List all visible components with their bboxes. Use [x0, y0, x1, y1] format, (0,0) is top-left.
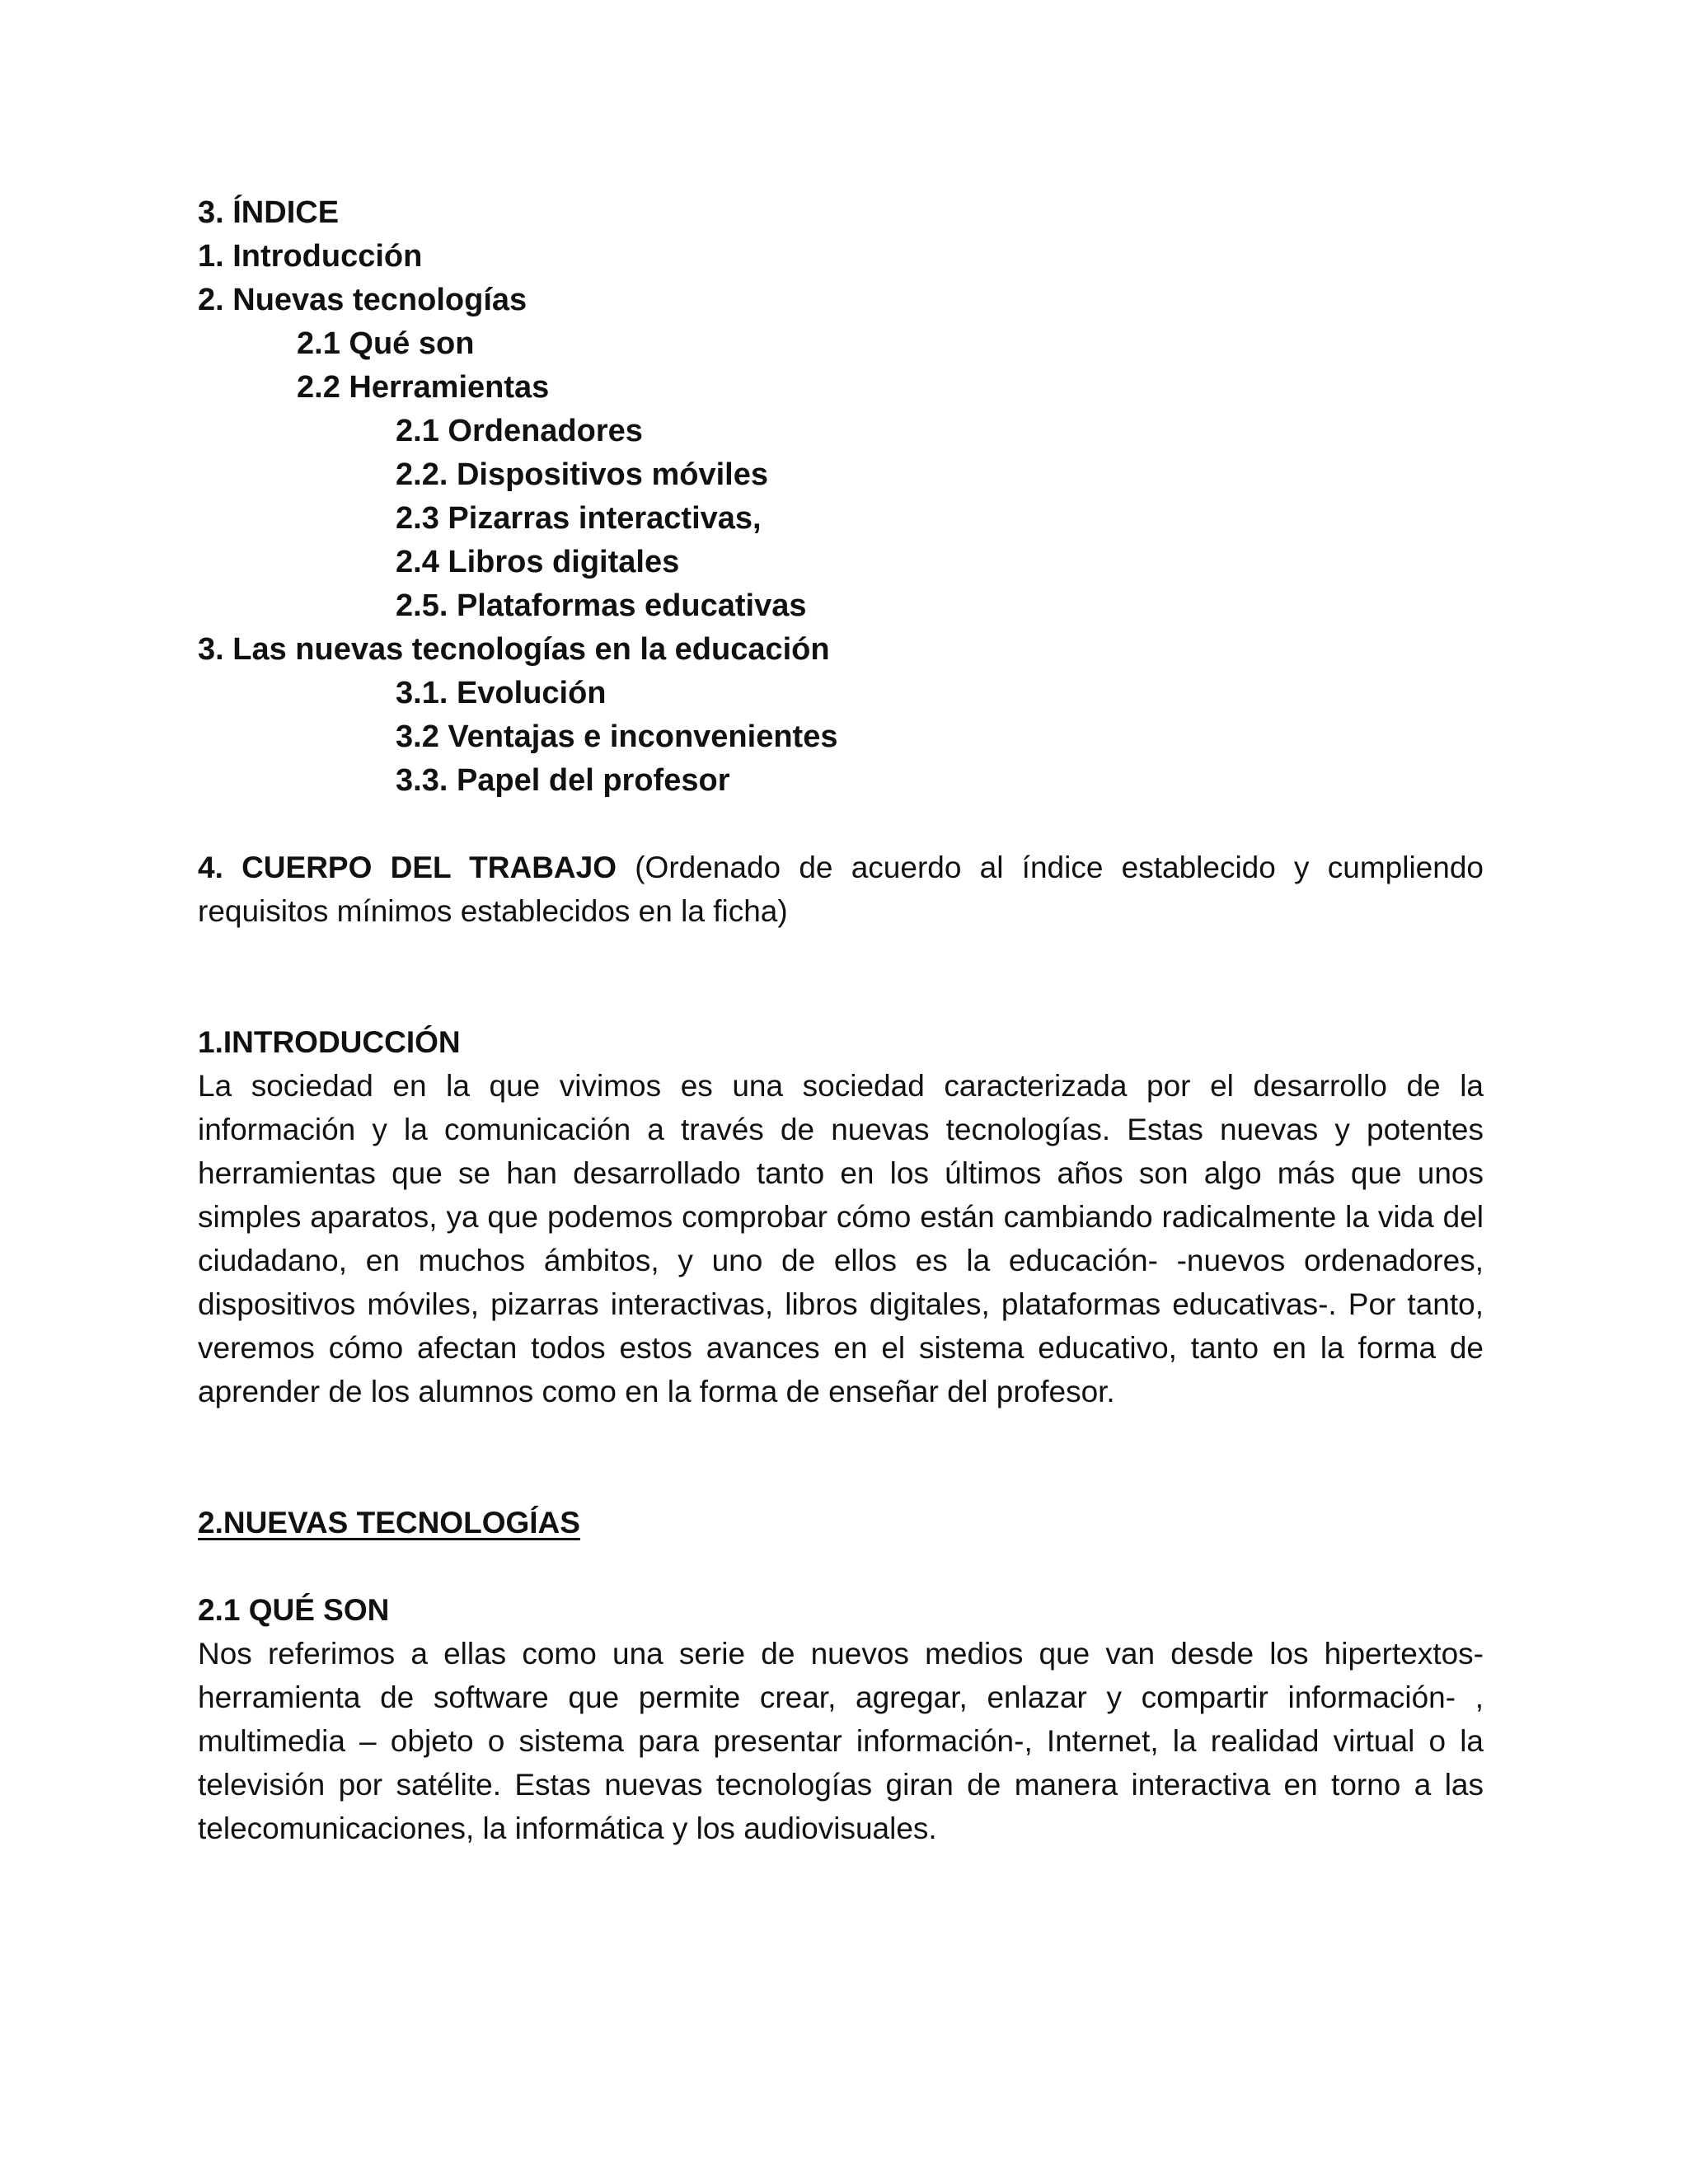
cuerpo-paragraph: [198, 846, 1484, 933]
toc-item: 3. Las nuevas tecnologías en la educación: [198, 632, 830, 667]
que-son-subheading: 2.1 QUÉ SON: [198, 1593, 390, 1627]
toc-title: 3. ÍNDICE: [198, 195, 340, 230]
toc-item: 2.1 Ordenadores: [396, 414, 643, 448]
cuerpo-note: (Ordenado de acuerdo al índice establecido y cumpliendo requisitos mínimos establecidos en la ficha): [198, 851, 1484, 928]
document-page: [198, 191, 1484, 1850]
nuevas-tecnologias-heading: 2.NUEVAS TECNOLOGÍAS: [198, 1506, 580, 1540]
toc-item: 2.3 Pizarras interactivas,: [396, 501, 762, 536]
cuerpo-heading: 4. CUERPO DEL TRABAJO: [198, 851, 617, 884]
toc-item: 1. Introducción: [198, 239, 423, 274]
que-son-paragraph: Nos referimos a ellas como una serie de nuevos medios que van desde los hipertextos- herramienta de software que permite crear, agregar, enlazar y compartir información- , multimedia – objeto o sistema para presentar información-, Internet, la realidad virtual o la televisión por satélite. Estas nuevas tecnologías giran de manera interactiva en torno a las telecomunicaciones, la informática y los audiovisuales.: [198, 1637, 1484, 1845]
toc-item: 2. Nuevas tecnologías: [198, 283, 528, 317]
toc-item: 2.4 Libros digitales: [396, 545, 680, 579]
introduccion-heading: 1.INTRODUCCIÓN: [198, 1025, 461, 1059]
toc-item: 2.5. Plataformas educativas: [396, 588, 807, 623]
table-of-contents: [198, 191, 1484, 803]
toc-item: 3.1. Evolución: [396, 676, 607, 710]
toc-item: 3.3. Papel del profesor: [396, 763, 730, 798]
toc-item: 3.2 Ventajas e inconvenientes: [396, 719, 838, 754]
introduccion-paragraph: La sociedad en la que vivimos es una sociedad caracterizada por el desarrollo de la información y la comunicación a través de nuevas tecnologías. Estas nuevas y potentes herramientas que se han desarrollado tanto en los últimos años son algo más que unos simples aparatos, ya que podemos comprobar cómo están cambiando radicalmente la vida del ciudadano, en muchos ámbitos, y uno de ellos es la educación- -nuevos ordenadores, dispositivos móviles, pizarras interactivas, libros digitales, plataformas educativas-. Por tanto, veremos cómo afectan todos estos avances en el sistema educativo, tanto en la forma de aprender de los alumnos como en la forma de enseñar del profesor.: [198, 1069, 1484, 1408]
toc-item: 2.1 Qué son: [297, 326, 475, 361]
toc-item: 2.2. Dispositivos móviles: [396, 457, 768, 492]
toc-item: 2.2 Herramientas: [297, 370, 550, 405]
